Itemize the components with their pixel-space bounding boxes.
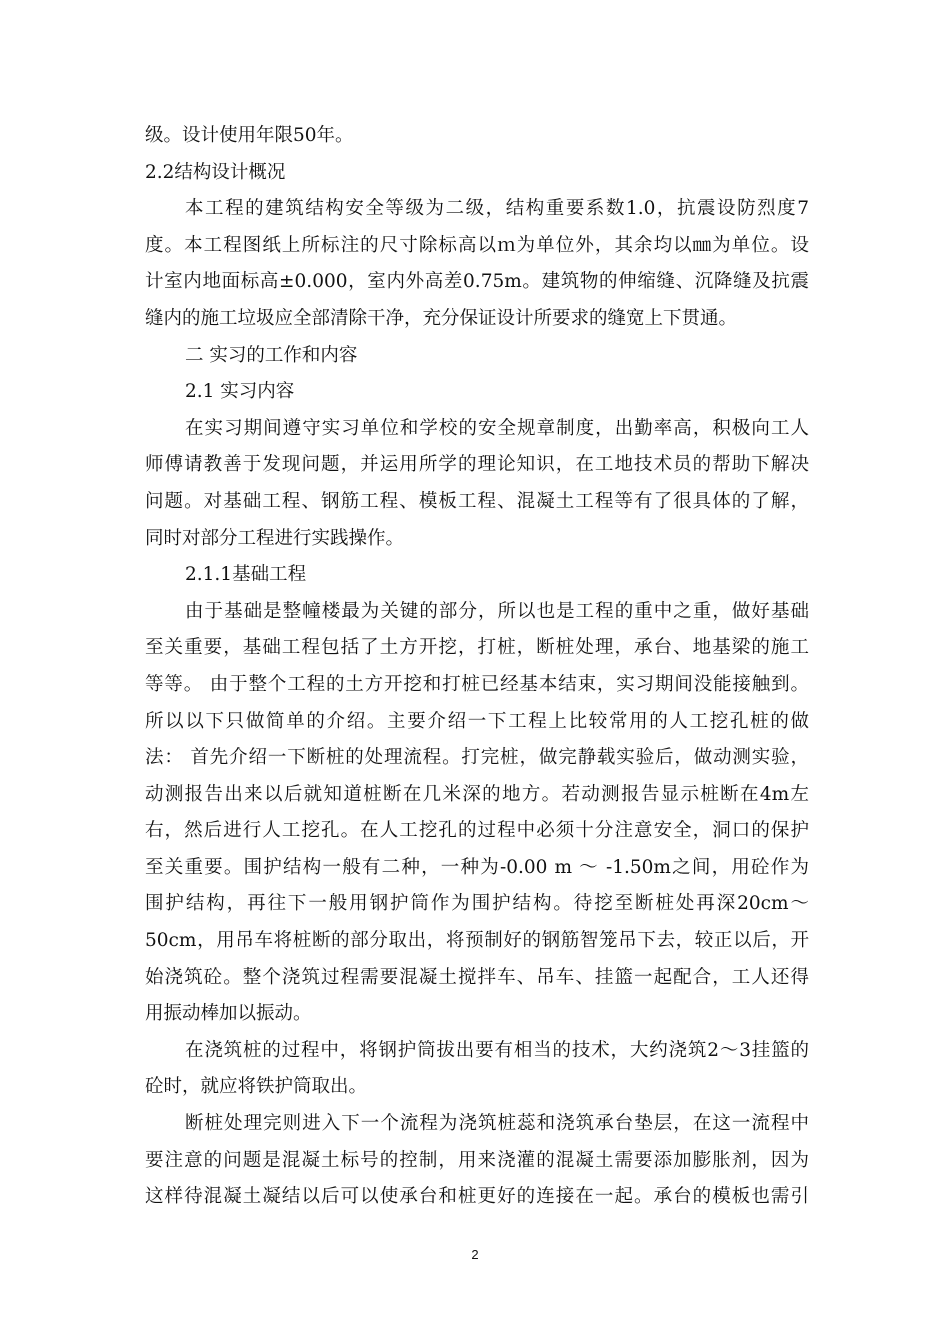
text-line: 砼时，就应将铁护筒取出。 (145, 1076, 368, 1098)
text-line: 度。本工程图纸上所标注的尺寸除标高以ｍ为单位外，其余均以㎜为单位。设 (145, 234, 809, 256)
text-line: 在实习期间遵守实习单位和学校的安全规章制度，出勤率高，积极向工人 (185, 417, 809, 439)
body-text (145, 118, 809, 1216)
text-line: 在浇筑桩的过程中，将钢护筒拔出要有相当的技术，大约浇筑2～3挂篮的 (185, 1039, 809, 1061)
text-line: 50cm，用吊车将桩断的部分取出，将预制好的钢筋智笼吊下去，较正以后，开 (145, 930, 809, 952)
section-heading: 2.1 实习内容 (185, 381, 295, 403)
text-line: 这样待混凝土凝结以后可以使承台和桩更好的连接在一起。承台的模板也需引 (145, 1186, 809, 1208)
section-heading: 2.1.1基础工程 (185, 564, 307, 586)
section-heading: 二 实习的工作和内容 (185, 344, 358, 366)
text-line: 断桩处理完则进入下一个流程为浇筑桩蕊和浇筑承台垫层，在这一流程中 (185, 1113, 809, 1135)
text-line: 等等。 由于整个工程的土方开挖和打桩已经基本结束，实习期间没能接触到。 (145, 673, 809, 695)
text-line: 至关重要，基础工程包括了土方开挖，打桩，断桩处理，承台、地基梁的施工 (145, 637, 809, 659)
text-line: 右，然后进行人工挖孔。在人工挖孔的过程中必须十分注意安全，洞口的保护 (145, 820, 809, 842)
text-line: 级。设计使用年限50年。 (145, 125, 354, 146)
text-line: 问题。对基础工程、钢筋工程、模板工程、混凝土工程等有了很具体的了解， (145, 490, 809, 512)
text-line: 本工程的建筑结构安全等级为二级，结构重要系数1.0，抗震设防烈度7 (185, 198, 809, 220)
text-line: 计室内地面标高±0.000，室内外高差0.75m。建筑物的伸缩缝、沉降缝及抗震 (145, 271, 809, 293)
text-line: 用振动棒加以振动。 (145, 1003, 312, 1025)
page-number: 2 (471, 1247, 479, 1262)
text-line: 动测报告出来以后就知道桩断在几米深的地方。若动测报告显示桩断在4m左 (145, 783, 809, 805)
text-line: 围护结构，再往下一般用钢护筒作为围护结构。待挖至断桩处再深20cm～ (145, 893, 809, 915)
text-line: 始浇筑砼。整个浇筑过程需要混凝土搅拌车、吊车、挂篮一起配合，工人还得 (145, 966, 809, 988)
section-heading: 2.2结构设计概况 (145, 161, 286, 183)
text-line: 师傅请教善于发现问题，并运用所学的理论知识，在工地技术员的帮助下解决 (145, 454, 809, 476)
text-line: 法： 首先介绍一下断桩的处理流程。打完桩，做完静载实验后，做动测实验， (145, 747, 809, 769)
text-line: 要注意的问题是混凝土标号的控制，用来浇灌的混凝土需要添加膨胀剂，因为 (145, 1149, 809, 1171)
text-line: 至关重要。围护结构一般有二种，一种为-0.00 m ～ -1.50m之间，用砼作为 (145, 856, 809, 878)
text-line: 同时对部分工程进行实践操作。 (145, 527, 405, 549)
text-line: 由于基础是整幢楼最为关键的部分，所以也是工程的重中之重，做好基础 (185, 600, 809, 622)
text-line: 所以以下只做简单的介绍。主要介绍一下工程上比较常用的人工挖孔桩的做 (145, 710, 809, 732)
text-line: 缝内的施工垃圾应全部清除干净，充分保证设计所要求的缝宽上下贯通。 (145, 307, 738, 329)
